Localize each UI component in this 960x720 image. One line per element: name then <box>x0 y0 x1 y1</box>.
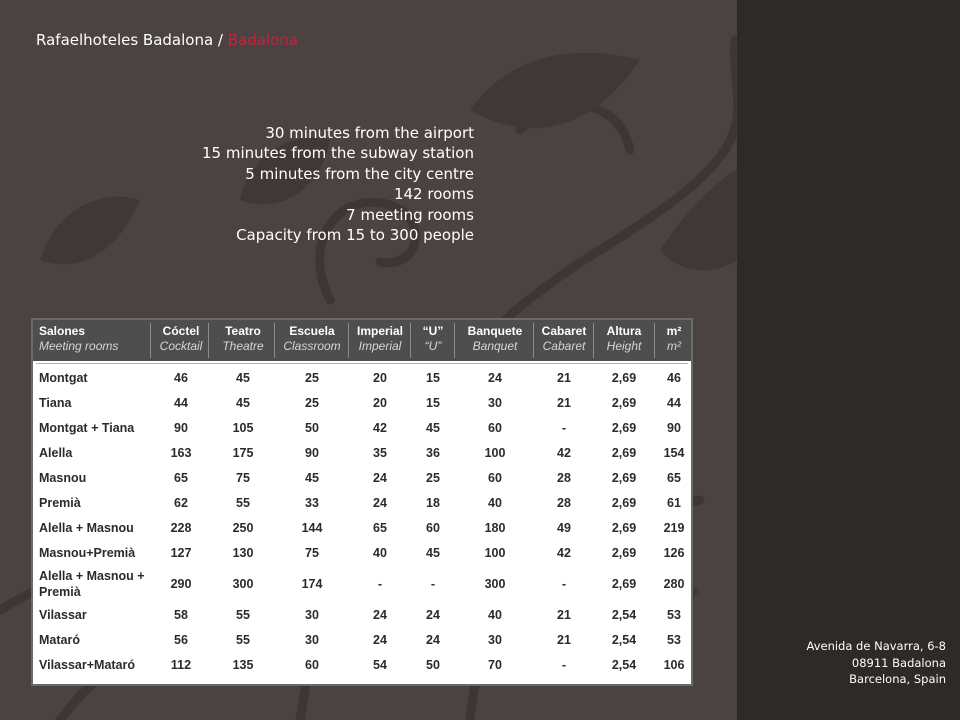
column-header <box>596 323 652 354</box>
table-header <box>33 320 691 361</box>
room-name-cell: Montgat + Tiana <box>39 421 135 435</box>
table-cell: 21 <box>557 396 571 410</box>
table-cell: 40 <box>373 546 387 560</box>
table-cell: 163 <box>170 446 192 460</box>
table-cell: 24 <box>373 633 387 647</box>
table-cell: - <box>561 421 567 435</box>
table-cell: 55 <box>236 496 250 510</box>
table-cell: 60 <box>426 521 440 535</box>
table-cell: 105 <box>232 421 254 435</box>
table-cell: 24 <box>373 608 387 622</box>
column-header <box>277 323 347 354</box>
table-cell: 62 <box>174 496 188 510</box>
column-header <box>413 323 453 354</box>
column-header-es: Salones <box>39 324 86 338</box>
table-cell: 65 <box>373 521 387 535</box>
table-cell: 55 <box>236 608 250 622</box>
meeting-rooms-table <box>31 318 693 686</box>
column-separator <box>208 323 209 358</box>
table-cell: 25 <box>305 371 319 385</box>
table-cell: 65 <box>667 471 681 485</box>
table-cell: 45 <box>236 371 250 385</box>
room-name-cell: Masnou+Premià <box>39 546 136 560</box>
table-cell: 30 <box>488 633 502 647</box>
page-title <box>36 31 298 49</box>
table-cell: 30 <box>305 608 319 622</box>
table-cell: 300 <box>484 577 506 591</box>
column-separator <box>410 323 411 358</box>
feature-line: 142 rooms <box>393 185 474 204</box>
table-cell: 60 <box>488 471 502 485</box>
table-cell: 2,69 <box>611 521 637 535</box>
column-header <box>153 323 209 354</box>
column-header-es: Cóctel <box>162 324 200 338</box>
table-cell: 24 <box>373 496 387 510</box>
column-header-es: Imperial <box>356 324 404 338</box>
table-row <box>33 441 691 466</box>
room-name-cell: Premià <box>39 496 81 510</box>
table-cell: 53 <box>667 633 681 647</box>
column-header-es: Altura <box>606 324 642 338</box>
room-name-cell: Alella + Masnou <box>39 521 134 535</box>
column-header-en: “U” <box>424 339 442 353</box>
column-separator <box>454 323 455 358</box>
table-cell: 44 <box>667 396 681 410</box>
address-line: Avenida de Navarra, 6-8 <box>806 639 946 653</box>
table-cell: 65 <box>174 471 188 485</box>
table-cell: 21 <box>557 608 571 622</box>
table-cell: - <box>377 577 383 591</box>
feature-line: 15 minutes from the subway station <box>202 144 474 163</box>
table-row <box>33 541 691 566</box>
room-name-cell: Mataró <box>39 633 80 647</box>
table-cell: 290 <box>170 577 192 591</box>
table-cell: 49 <box>557 521 571 535</box>
table-cell: 2,69 <box>611 396 637 410</box>
table-cell: 28 <box>557 471 571 485</box>
table-cell: 35 <box>373 446 387 460</box>
table-cell: 40 <box>488 496 502 510</box>
room-name-cell: Alella <box>39 446 73 460</box>
table-cell: 2,69 <box>611 421 637 435</box>
table-cell: 46 <box>667 371 681 385</box>
column-separator <box>593 323 594 358</box>
column-header-en: Imperial <box>358 339 402 353</box>
column-separator <box>654 323 655 358</box>
room-name-cell: Alella + Masnou + Premià <box>39 569 145 599</box>
title-prefix: Rafaelhoteles Badalona / <box>36 31 228 49</box>
address-block <box>807 638 947 688</box>
table-cell: 130 <box>232 546 254 560</box>
table-cell: 45 <box>305 471 319 485</box>
table-row <box>33 628 691 653</box>
column-separator <box>348 323 349 358</box>
table-row <box>33 391 691 416</box>
table-cell: 219 <box>663 521 685 535</box>
table-cell: 20 <box>373 396 387 410</box>
table-row <box>33 491 691 516</box>
table-cell: 75 <box>305 546 319 560</box>
table-row <box>33 516 691 541</box>
table-cell: 228 <box>170 521 192 535</box>
table-row <box>33 466 691 491</box>
table-cell: 53 <box>667 608 681 622</box>
column-separator <box>150 323 151 358</box>
table-cell: 30 <box>305 633 319 647</box>
feature-line: 30 minutes from the airport <box>265 124 474 142</box>
table-cell: 2,69 <box>611 446 637 460</box>
table-cell: 45 <box>426 421 440 435</box>
column-header-es: m² <box>666 324 682 338</box>
table-cell: 42 <box>373 421 387 435</box>
side-panel <box>737 0 960 720</box>
table-cell: 2,69 <box>611 577 637 591</box>
table-cell: 46 <box>174 371 188 385</box>
column-header-en: Banquet <box>472 339 518 353</box>
table-cell: 24 <box>426 633 440 647</box>
column-header <box>211 323 275 354</box>
column-header-en: Meeting rooms <box>39 339 119 353</box>
room-name-cell: Montgat <box>39 371 88 385</box>
table-cell: 2,54 <box>611 658 637 672</box>
feature-line: 5 minutes from the city centre <box>245 164 474 183</box>
feature-line: 7 meeting rooms <box>346 205 474 224</box>
table-cell: 90 <box>305 446 319 460</box>
table-cell: 54 <box>373 658 387 672</box>
table-cell: 2,69 <box>611 471 637 485</box>
table-cell: 50 <box>426 658 440 672</box>
table-cell: 2,69 <box>611 371 637 385</box>
title-accent: Badalona <box>227 31 299 49</box>
room-name-cell: Masnou <box>39 471 87 485</box>
table-cell: - <box>561 577 567 591</box>
table-cell: - <box>561 658 567 672</box>
table-cell: 175 <box>232 446 254 460</box>
column-header-es: Escuela <box>289 324 335 338</box>
hotel-features <box>202 123 474 245</box>
table-cell: 55 <box>236 633 250 647</box>
column-header-en: Cabaret <box>542 339 586 353</box>
table-cell: 180 <box>484 521 506 535</box>
table-cell: 28 <box>557 496 571 510</box>
table-row <box>33 566 691 603</box>
table-cell: 24 <box>373 471 387 485</box>
table-cell: 90 <box>174 421 188 435</box>
table-cell: 21 <box>557 371 571 385</box>
table-cell: 24 <box>426 608 440 622</box>
table-row <box>33 603 691 628</box>
table-cell: 58 <box>174 608 188 622</box>
column-header-es: Cabaret <box>541 324 587 338</box>
table-cell: 42 <box>557 546 571 560</box>
table-cell: 106 <box>663 658 685 672</box>
table-cell: 45 <box>426 546 440 560</box>
table-cell: 127 <box>170 546 192 560</box>
table-cell: 40 <box>488 608 502 622</box>
table-cell: 250 <box>232 521 254 535</box>
column-header <box>39 323 151 354</box>
table-row <box>33 653 691 678</box>
column-header-es: “U” <box>422 324 444 338</box>
table-cell: 24 <box>488 371 502 385</box>
column-separator <box>533 323 534 358</box>
table-cell: 174 <box>301 577 323 591</box>
table-cell: 25 <box>305 396 319 410</box>
table-cell: 154 <box>663 446 685 460</box>
table-row <box>33 366 691 391</box>
column-header-en: Cocktail <box>159 339 203 353</box>
table-cell: 45 <box>236 396 250 410</box>
table-cell: 25 <box>426 471 440 485</box>
room-name-cell: Tiana <box>39 396 72 410</box>
column-header <box>457 323 533 354</box>
table-cell: 15 <box>426 396 440 410</box>
address-line: 08911 Badalona <box>851 655 946 670</box>
table-cell: 144 <box>301 521 323 535</box>
header-divider <box>36 363 688 364</box>
table-cell: 21 <box>557 633 571 647</box>
table-cell: 15 <box>426 371 440 385</box>
table-cell: 112 <box>170 658 192 672</box>
room-name-cell: Vilassar <box>39 608 87 622</box>
table-cell: 20 <box>373 371 387 385</box>
table-cell: 126 <box>663 546 685 560</box>
column-header-en: Theatre <box>222 339 264 353</box>
column-header-es: Banquete <box>467 324 523 338</box>
column-header <box>536 323 592 354</box>
column-header-en: Height <box>606 339 642 353</box>
table-cell: 2,54 <box>611 633 637 647</box>
table-cell: 2,69 <box>611 546 637 560</box>
table-cell: 100 <box>484 546 506 560</box>
table-cell: 90 <box>667 421 681 435</box>
table-cell: 2,54 <box>611 608 637 622</box>
table-cell: 30 <box>488 396 502 410</box>
address-line: Barcelona, Spain <box>849 672 946 686</box>
table-cell: 280 <box>663 577 685 591</box>
column-separator <box>274 323 275 358</box>
table-cell: 36 <box>426 446 440 460</box>
table-cell: 100 <box>484 446 506 460</box>
table-cell: 60 <box>305 658 319 672</box>
table-cell: 42 <box>557 446 571 460</box>
table-cell: 33 <box>305 496 319 510</box>
column-header-en: Classroom <box>283 339 341 353</box>
table-cell: 60 <box>488 421 502 435</box>
column-header <box>351 323 409 354</box>
column-header <box>657 323 691 354</box>
table-cell: 50 <box>305 421 319 435</box>
table-cell: 70 <box>488 658 502 672</box>
feature-line: Capacity from 15 to 300 people <box>236 226 474 245</box>
room-name-cell: Vilassar+Mataró <box>39 658 136 672</box>
table-row <box>33 416 691 441</box>
table-cell: 300 <box>232 577 254 591</box>
table-cell: 2,69 <box>611 496 637 510</box>
table-cell: - <box>430 577 436 591</box>
table-cell: 75 <box>236 471 250 485</box>
table-cell: 135 <box>232 658 254 672</box>
table-cell: 18 <box>426 496 440 510</box>
column-header-es: Teatro <box>225 324 261 338</box>
column-header-en: m² <box>667 339 681 353</box>
table-cell: 61 <box>667 496 681 510</box>
table-cell: 56 <box>174 633 188 647</box>
table-cell: 44 <box>174 396 188 410</box>
